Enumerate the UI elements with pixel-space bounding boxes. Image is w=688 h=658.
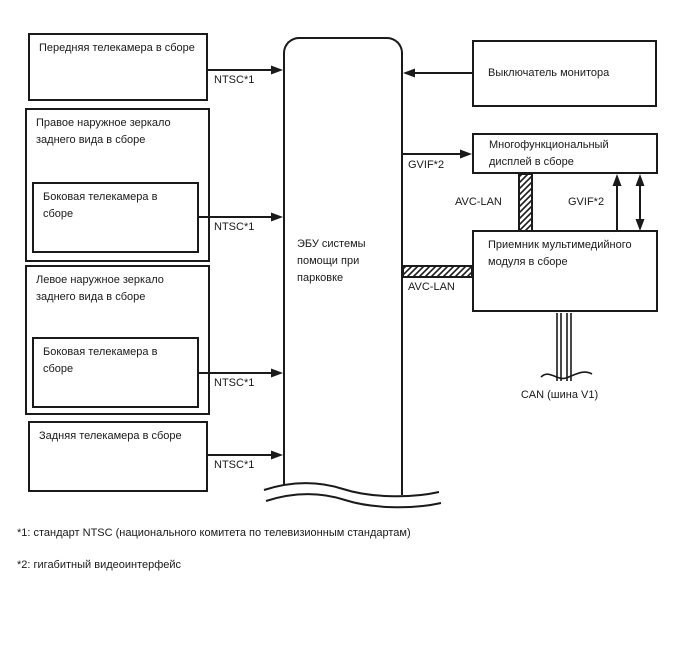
box-right-side-camera: [32, 182, 199, 253]
label-ntsc-rear: NTSC*1: [214, 459, 255, 471]
label-gvif-vertical: GVIF*2: [568, 196, 605, 208]
box-right-mirror-label: Правое наружное зеркало заднего вида в сборе: [36, 117, 171, 146]
box-left-mirror-label: Левое наружное зеркало заднего вида в сборе: [36, 274, 164, 303]
box-rear-camera-label: Задняя телекамера в сборе: [39, 430, 182, 442]
box-front-camera: [28, 33, 208, 101]
box-multimedia-receiver: [472, 230, 658, 312]
label-can-bus: CAN (шина V1): [520, 389, 599, 401]
label-ntsc-front: NTSC*1: [214, 74, 255, 86]
label-ntsc-left-side: NTSC*1: [214, 377, 255, 389]
box-left-side-camera-label: Боковая телекамера в сборе: [43, 346, 158, 375]
box-multifunction-display: [472, 133, 658, 174]
box-multifunction-display-label: Многофункциональный дисплей в сборе: [489, 139, 609, 168]
label-ntsc-right-side: NTSC*1: [214, 221, 255, 233]
box-multimedia-receiver-label: Приемник мультимедийного модуля в сборе: [488, 239, 632, 268]
box-rear-camera: [28, 421, 208, 492]
box-front-camera-label: Передняя телекамера в сборе: [39, 42, 195, 54]
box-parking-assist-ecu-label: ЭБУ системы помощи при парковке: [297, 238, 366, 285]
label-avc-lan-horizontal: AVC-LAN: [408, 281, 455, 293]
footnote-gvif: *2: гигабитный видеоинтерфейс: [17, 559, 182, 571]
box-monitor-switch-label: Выключатель монитора: [488, 67, 610, 80]
footnote-ntsc: *1: стандарт NTSC (национального комитета по телевизионным стандартам): [17, 527, 411, 539]
box-monitor-switch: [472, 40, 657, 107]
box-right-side-camera-label: Боковая телекамера в сборе: [43, 191, 158, 220]
label-avc-lan-vertical: AVC-LAN: [455, 196, 502, 208]
label-gvif-horizontal: GVIF*2: [408, 159, 445, 171]
box-left-side-camera: [32, 337, 199, 408]
